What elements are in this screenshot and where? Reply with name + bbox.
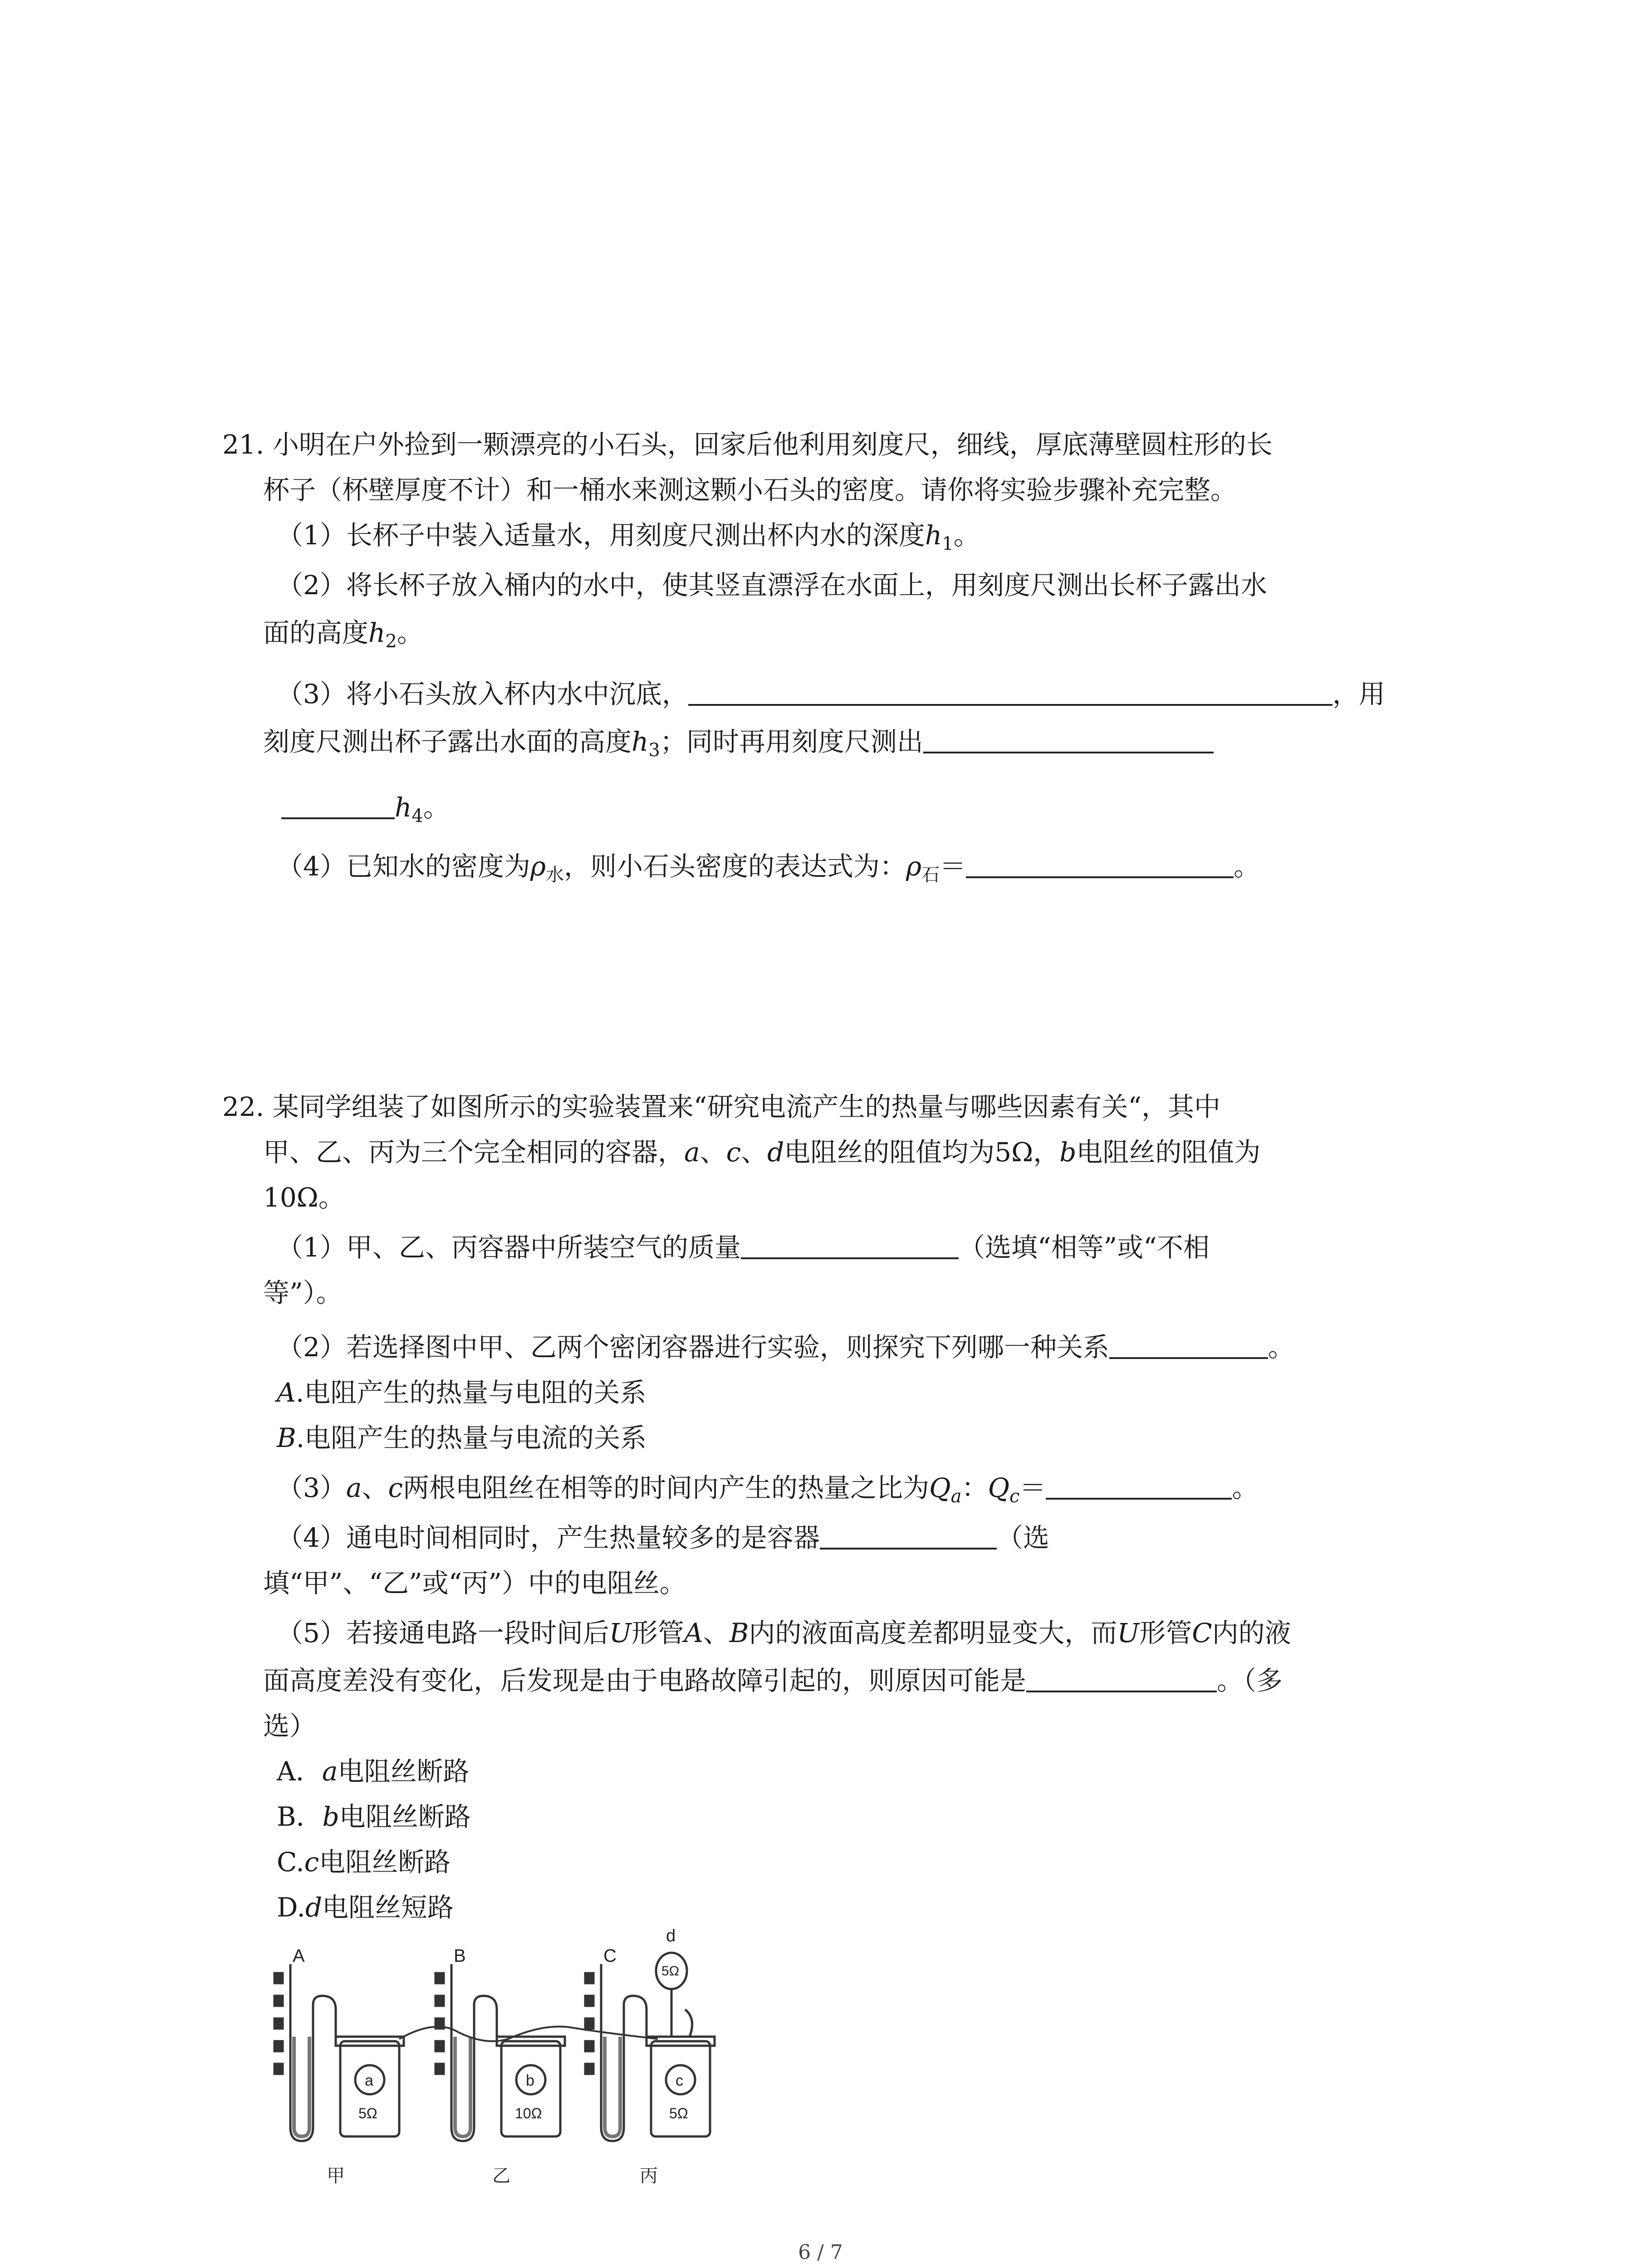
answer-blank-q21-3c[interactable] bbox=[281, 792, 395, 819]
q21-step4: （4）已知水的密度为$\rho_水$，则小石头密度的表达式为：$\rho_石=$ 。 bbox=[277, 851, 1260, 885]
u-tube-c bbox=[601, 1964, 647, 2141]
page-number: 6 / 7 bbox=[798, 2241, 843, 2264]
q22-option-a: A．a电阻丝断路 bbox=[277, 1756, 470, 1787]
resistor-d-value: 5Ω bbox=[661, 1964, 680, 1979]
q22-option-c: C.c电阻丝断路 bbox=[277, 1847, 451, 1877]
q21-step3-line3: $h_4$。 bbox=[281, 789, 450, 834]
q22-part2: （2）若选择图中甲、乙两个密闭容器进行实验，则探究下列哪一种关系 。 bbox=[277, 1332, 1294, 1363]
u-tube-b bbox=[451, 1964, 497, 2141]
q22-part5-line3: 选） bbox=[263, 1711, 316, 1741]
experiment-apparatus-figure bbox=[272, 1926, 726, 2195]
scale-c bbox=[585, 1973, 593, 2074]
resistor-a-value: 5Ω bbox=[358, 2105, 377, 2121]
u-tube-a bbox=[290, 1964, 336, 2141]
q22-part2-option-a: A.电阻产生的热量与电阻的关系 bbox=[277, 1377, 647, 1408]
q21-number: 21. bbox=[222, 429, 265, 460]
answer-blank-q22-1[interactable] bbox=[741, 1232, 959, 1259]
q22-part4-line2: 填“甲”、“乙”或“丙”）中的电阻丝。 bbox=[263, 1568, 686, 1598]
answer-blank-q21-4[interactable] bbox=[966, 851, 1234, 878]
q22-option-d: D.d电阻丝短路 bbox=[277, 1892, 454, 1923]
resistor-b-value: 10Ω bbox=[515, 2105, 542, 2121]
tube-b-label: B bbox=[454, 1946, 466, 1966]
container-yi-label: 乙 bbox=[492, 2166, 510, 2186]
q22-line3: 10Ω。 bbox=[263, 1182, 345, 1213]
q21-step2-line2: 面的高度$h_2$。 bbox=[263, 617, 423, 652]
answer-blank-q22-4[interactable] bbox=[820, 1522, 997, 1549]
container-jia-label: 甲 bbox=[327, 2166, 345, 2186]
resistor-a-label: a bbox=[365, 2072, 373, 2089]
q22-part5-line1: （5）若接通电路一段时间后U形管A、B内的液面高度差都明显变大，而U形管C内的液 bbox=[277, 1618, 1291, 1648]
q21-line1 bbox=[222, 426, 1273, 463]
q22-part3: （3）a、c两根电阻丝在相等的时间内产生的热量之比为$Q_a$：$Q_c=$ 。 bbox=[277, 1472, 1259, 1507]
q22-part5-line2: 面高度差没有变化，后发现是由于电路故障引起的，则原因可能是 。（多 bbox=[263, 1665, 1283, 1696]
tube-a-label: A bbox=[293, 1946, 305, 1966]
q22-intro-1: 某同学组装了如图所示的实验装置来“研究电流产生的热量与哪些因素有关“，其中 bbox=[272, 1091, 1220, 1122]
resistor-b-label: b bbox=[526, 2072, 534, 2089]
q22-line1 bbox=[222, 1089, 1220, 1125]
resistor-c-value: 5Ω bbox=[669, 2105, 688, 2121]
q21-step3-line2: 刻度尺测出杯子露出水面的高度$h_3$；同时再用刻度尺测出 bbox=[263, 723, 1214, 768]
q22-part1-line1: （1）甲、乙、丙容器中所装空气的质量 （选填“相等”或“不相 bbox=[277, 1232, 1210, 1263]
q21-intro-1: 小明在户外捡到一颗漂亮的小石头，回家后他利用刻度尺，细线，厚底薄壁圆柱形的长 bbox=[272, 429, 1273, 460]
scale-a bbox=[274, 1973, 283, 2074]
q22-line2: 甲、乙、丙为三个完全相同的容器，a、c、d电阻丝的阻值均为5Ω，b电阻丝的阻值为 bbox=[263, 1137, 1261, 1168]
q22-option-b: B．b电阻丝断路 bbox=[277, 1801, 471, 1832]
q21-step2-line1: （2）将长杯子放入桶内的水中，使其竖直漂浮在水面上，用刻度尺测出长杯子露出水 bbox=[277, 570, 1267, 601]
resistor-c-label: c bbox=[676, 2072, 683, 2089]
resistor-d-label: d bbox=[666, 1926, 676, 1945]
answer-blank-q22-5[interactable] bbox=[1026, 1665, 1217, 1692]
q21-step1: （1）长杯子中装入适量水，用刻度尺测出杯内水的深度$h_1$。 bbox=[277, 520, 980, 554]
q21-step3-line1: （3）将小石头放入杯内水中沉底， ，用 bbox=[277, 679, 1385, 709]
tube-c-label: C bbox=[603, 1946, 617, 1966]
answer-blank-q21-3a[interactable] bbox=[688, 679, 1332, 706]
q22-part2-option-b: B.电阻产生的热量与电流的关系 bbox=[277, 1422, 647, 1453]
answer-blank-q22-3[interactable] bbox=[1046, 1472, 1232, 1500]
q22-number: 22. bbox=[222, 1091, 265, 1122]
answer-blank-q21-3b[interactable] bbox=[923, 726, 1214, 753]
q22-part4-line1: （4）通电时间相同时，产生热量较多的是容器 （选 bbox=[277, 1522, 1049, 1553]
q22-part1-line2: 等”）。 bbox=[263, 1277, 343, 1308]
answer-blank-q22-2[interactable] bbox=[1109, 1332, 1268, 1359]
container-bing-label: 丙 bbox=[640, 2166, 658, 2186]
q21-line2 bbox=[263, 472, 1237, 508]
q21-intro-2: 杯子（杯壁厚度不计）和一桶水来测这颗小石头的密度。请你将实验步骤补充完整。 bbox=[263, 474, 1237, 505]
scale-b bbox=[436, 1973, 444, 2074]
